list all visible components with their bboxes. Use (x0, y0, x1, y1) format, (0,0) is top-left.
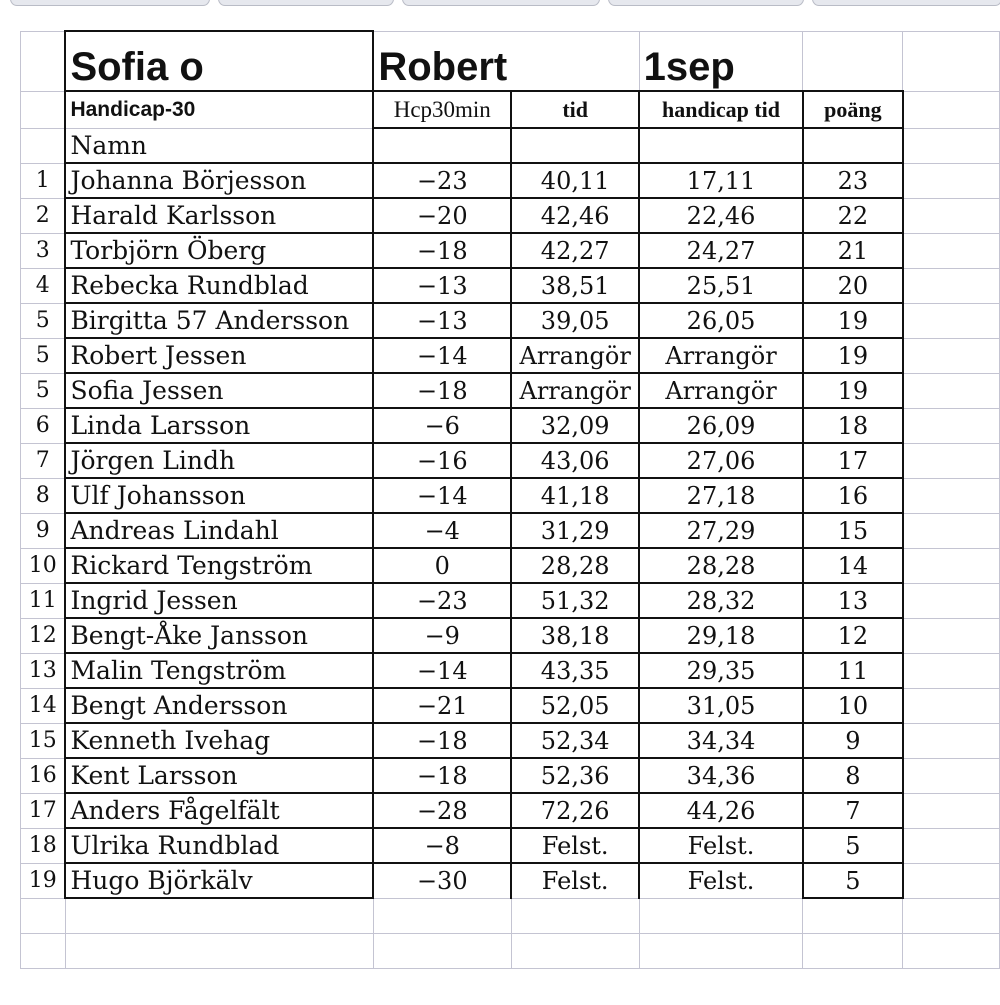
row-number[interactable]: 12 (21, 618, 66, 653)
time-value[interactable]: 38,51 (511, 268, 639, 303)
points-value[interactable]: 19 (803, 338, 903, 373)
header-hcp[interactable]: Hcp30min (373, 91, 511, 128)
handicap-value[interactable]: −21 (373, 688, 511, 723)
time-value[interactable]: 52,34 (511, 723, 639, 758)
row-number[interactable]: 5 (21, 303, 66, 338)
time-value[interactable]: 52,05 (511, 688, 639, 723)
empty-row (21, 898, 1000, 933)
points-value[interactable]: 8 (803, 758, 903, 793)
table-row (21, 548, 1000, 583)
cell[interactable] (903, 268, 1000, 303)
points-value[interactable]: 10 (803, 688, 903, 723)
handicap-time-value[interactable]: Felst. (639, 828, 803, 863)
handicap-value[interactable]: −8 (373, 828, 511, 863)
cell[interactable] (803, 128, 903, 163)
time-value[interactable]: Arrangör (511, 373, 639, 408)
participant-name[interactable]: Ulrika Rundblad (65, 828, 373, 863)
points-value[interactable]: 9 (803, 723, 903, 758)
handicap-value[interactable]: −30 (373, 863, 511, 898)
table-row (21, 653, 1000, 688)
row-number[interactable]: 11 (21, 583, 66, 618)
time-value[interactable]: 38,18 (511, 618, 639, 653)
cell[interactable] (21, 31, 66, 91)
cell[interactable] (639, 128, 803, 163)
cell[interactable] (903, 863, 1000, 898)
table-row (21, 758, 1000, 793)
points-value[interactable]: 23 (803, 163, 903, 198)
row-number[interactable]: 17 (21, 793, 66, 828)
row-number[interactable]: 8 (21, 478, 66, 513)
handicap-value[interactable]: −14 (373, 478, 511, 513)
time-value[interactable]: 39,05 (511, 303, 639, 338)
cell[interactable] (903, 443, 1000, 478)
header-poang[interactable]: poäng (803, 91, 903, 128)
cell[interactable] (903, 338, 1000, 373)
handicap-time-value[interactable]: 34,36 (639, 758, 803, 793)
time-value[interactable]: Arrangör (511, 338, 639, 373)
points-value[interactable]: 19 (803, 373, 903, 408)
cell[interactable] (803, 898, 903, 933)
time-value[interactable]: Felst. (511, 863, 639, 898)
handicap-value[interactable]: −4 (373, 513, 511, 548)
table-row (21, 233, 1000, 268)
sheet-tab[interactable] (812, 0, 1000, 6)
cell[interactable] (373, 933, 511, 968)
cell[interactable] (21, 898, 66, 933)
handicap-time-value[interactable]: 28,32 (639, 583, 803, 618)
table-row (21, 793, 1000, 828)
table-row (21, 513, 1000, 548)
table-row (21, 268, 1000, 303)
cell[interactable] (65, 933, 373, 968)
handicap-time-value[interactable]: 26,05 (639, 303, 803, 338)
cell[interactable] (373, 128, 511, 163)
time-value[interactable]: 28,28 (511, 548, 639, 583)
points-value[interactable]: 18 (803, 408, 903, 443)
cell[interactable] (903, 898, 1000, 933)
participant-name[interactable]: Sofia Jessen (65, 373, 373, 408)
table-row (21, 828, 1000, 863)
participant-name[interactable]: Kent Larsson (65, 758, 373, 793)
title-cell-date[interactable]: 1sep (639, 31, 803, 91)
points-value[interactable]: 11 (803, 653, 903, 688)
namn-label[interactable]: Namn (65, 128, 373, 163)
points-value[interactable]: 21 (803, 233, 903, 268)
participant-name[interactable]: Bengt Andersson (65, 688, 373, 723)
handicap-time-value[interactable]: 26,09 (639, 408, 803, 443)
table-row (21, 443, 1000, 478)
table-row (21, 723, 1000, 758)
row-number[interactable]: 4 (21, 268, 66, 303)
time-value[interactable]: 32,09 (511, 408, 639, 443)
row-number[interactable]: 19 (21, 863, 66, 898)
handicap-value[interactable]: −14 (373, 653, 511, 688)
handicap-time-value[interactable]: 31,05 (639, 688, 803, 723)
handicap-time-value[interactable]: 29,18 (639, 618, 803, 653)
row-number[interactable]: 3 (21, 233, 66, 268)
handicap-value[interactable]: −20 (373, 198, 511, 233)
handicap-value[interactable]: −13 (373, 268, 511, 303)
points-value[interactable]: 16 (803, 478, 903, 513)
handicap-time-value[interactable]: 44,26 (639, 793, 803, 828)
cell[interactable] (903, 933, 1000, 968)
sheet-tab[interactable] (10, 0, 210, 6)
participant-name[interactable]: Andreas Lindahl (65, 513, 373, 548)
handicap-value[interactable]: −6 (373, 408, 511, 443)
cell[interactable] (373, 898, 511, 933)
row-number[interactable]: 9 (21, 513, 66, 548)
participant-name[interactable]: Jörgen Lindh (65, 443, 373, 478)
points-value[interactable]: 20 (803, 268, 903, 303)
sheet-tab[interactable] (218, 0, 394, 6)
handicap-time-value[interactable]: 27,29 (639, 513, 803, 548)
cell[interactable] (803, 933, 903, 968)
table-row (21, 478, 1000, 513)
points-value[interactable]: 13 (803, 583, 903, 618)
cell[interactable] (903, 31, 1000, 91)
table-row (21, 863, 1000, 898)
title-row (21, 31, 1000, 91)
cell[interactable] (903, 91, 1000, 128)
cell[interactable] (903, 198, 1000, 233)
row-number[interactable]: 6 (21, 408, 66, 443)
participant-name[interactable]: Malin Tengström (65, 653, 373, 688)
cell[interactable] (639, 933, 803, 968)
participant-name[interactable]: Rebecka Rundblad (65, 268, 373, 303)
cell[interactable] (903, 723, 1000, 758)
participant-name[interactable]: Linda Larsson (65, 408, 373, 443)
participant-name[interactable]: Bengt-Åke Jansson (65, 618, 373, 653)
sheet-tab-strip (0, 0, 1000, 8)
handicap-value[interactable]: −16 (373, 443, 511, 478)
cell[interactable] (903, 303, 1000, 338)
handicap-time-value[interactable]: 27,06 (639, 443, 803, 478)
handicap-time-value[interactable]: 22,46 (639, 198, 803, 233)
handicap-time-value[interactable]: Felst. (639, 863, 803, 898)
table-row (21, 163, 1000, 198)
header-row (21, 91, 1000, 128)
row-number[interactable]: 5 (21, 338, 66, 373)
header-class[interactable]: Handicap-30 (65, 91, 373, 128)
row-number[interactable]: 7 (21, 443, 66, 478)
cell[interactable] (903, 758, 1000, 793)
handicap-value[interactable]: −13 (373, 303, 511, 338)
cell[interactable] (903, 128, 1000, 163)
row-number[interactable]: 16 (21, 758, 66, 793)
cell[interactable] (65, 898, 373, 933)
table-row (21, 198, 1000, 233)
time-value[interactable]: 42,27 (511, 233, 639, 268)
cell[interactable] (903, 828, 1000, 863)
table-row (21, 303, 1000, 338)
cell[interactable] (511, 898, 639, 933)
cell[interactable] (21, 91, 66, 128)
time-value[interactable]: 43,35 (511, 653, 639, 688)
table-row (21, 618, 1000, 653)
handicap-time-value[interactable]: 29,35 (639, 653, 803, 688)
handicap-value[interactable]: 0 (373, 548, 511, 583)
time-value[interactable]: 31,29 (511, 513, 639, 548)
participant-name[interactable]: Rickard Tengström (65, 548, 373, 583)
header-handicap-tid[interactable]: handicap tid (639, 91, 803, 128)
cell[interactable] (803, 31, 903, 91)
namn-row (21, 128, 1000, 163)
participant-name[interactable]: Ingrid Jessen (65, 583, 373, 618)
participant-name[interactable]: Torbjörn Öberg (65, 233, 373, 268)
title-cell-sofia[interactable]: Sofia o (65, 31, 373, 91)
points-value[interactable]: 12 (803, 618, 903, 653)
participant-name[interactable]: Harald Karlsson (65, 198, 373, 233)
handicap-value[interactable]: −23 (373, 163, 511, 198)
handicap-time-value[interactable]: 25,51 (639, 268, 803, 303)
row-number[interactable]: 2 (21, 198, 66, 233)
row-number[interactable]: 5 (21, 373, 66, 408)
participant-name[interactable]: Hugo Björkälv (65, 863, 373, 898)
title-cell-robert[interactable]: Robert (373, 31, 639, 91)
cell[interactable] (903, 408, 1000, 443)
points-value[interactable]: 7 (803, 793, 903, 828)
time-value[interactable]: 43,06 (511, 443, 639, 478)
participant-name[interactable]: Kenneth Ivehag (65, 723, 373, 758)
handicap-time-value[interactable]: 27,18 (639, 478, 803, 513)
cell[interactable] (511, 128, 639, 163)
cell[interactable] (903, 688, 1000, 723)
cell[interactable] (21, 128, 66, 163)
participant-name[interactable]: Robert Jessen (65, 338, 373, 373)
row-number[interactable]: 15 (21, 723, 66, 758)
points-value[interactable]: 19 (803, 303, 903, 338)
cell[interactable] (903, 583, 1000, 618)
handicap-time-value[interactable]: 24,27 (639, 233, 803, 268)
handicap-value[interactable]: −28 (373, 793, 511, 828)
handicap-time-value[interactable]: 28,28 (639, 548, 803, 583)
handicap-value[interactable]: −23 (373, 583, 511, 618)
handicap-value[interactable]: −18 (373, 723, 511, 758)
time-value[interactable]: 51,32 (511, 583, 639, 618)
header-tid[interactable]: tid (511, 91, 639, 128)
handicap-time-value[interactable]: 34,34 (639, 723, 803, 758)
participant-name[interactable]: Anders Fågelfält (65, 793, 373, 828)
time-value[interactable]: Felst. (511, 828, 639, 863)
points-value[interactable]: 5 (803, 863, 903, 898)
participant-name[interactable]: Johanna Börjesson (65, 163, 373, 198)
time-value[interactable]: 41,18 (511, 478, 639, 513)
empty-row (21, 933, 1000, 968)
cell[interactable] (903, 163, 1000, 198)
time-value[interactable]: 42,46 (511, 198, 639, 233)
row-number[interactable]: 1 (21, 163, 66, 198)
row-number[interactable]: 18 (21, 828, 66, 863)
handicap-value[interactable]: −18 (373, 758, 511, 793)
time-value[interactable]: 52,36 (511, 758, 639, 793)
table-row (21, 338, 1000, 373)
cell[interactable] (903, 233, 1000, 268)
cell[interactable] (903, 373, 1000, 408)
results-table (20, 30, 1000, 969)
points-value[interactable]: 15 (803, 513, 903, 548)
row-number[interactable]: 10 (21, 548, 66, 583)
handicap-value[interactable]: −9 (373, 618, 511, 653)
cell[interactable] (903, 793, 1000, 828)
cell[interactable] (903, 653, 1000, 688)
handicap-time-value[interactable]: Arrangör (639, 373, 803, 408)
cell[interactable] (21, 933, 66, 968)
points-value[interactable]: 5 (803, 828, 903, 863)
table-row (21, 373, 1000, 408)
row-number[interactable]: 13 (21, 653, 66, 688)
cell[interactable] (903, 618, 1000, 653)
cell[interactable] (903, 478, 1000, 513)
handicap-value[interactable]: −14 (373, 338, 511, 373)
cell[interactable] (639, 898, 803, 933)
cell[interactable] (903, 513, 1000, 548)
handicap-value[interactable]: −18 (373, 373, 511, 408)
row-number[interactable]: 14 (21, 688, 66, 723)
handicap-time-value[interactable]: 17,11 (639, 163, 803, 198)
cell[interactable] (511, 933, 639, 968)
sheet-tab[interactable] (402, 0, 600, 6)
handicap-time-value[interactable]: Arrangör (639, 338, 803, 373)
time-value[interactable]: 40,11 (511, 163, 639, 198)
table-row (21, 408, 1000, 443)
participant-name[interactable]: Birgitta 57 Andersson (65, 303, 373, 338)
handicap-value[interactable]: −18 (373, 233, 511, 268)
time-value[interactable]: 72,26 (511, 793, 639, 828)
points-value[interactable]: 17 (803, 443, 903, 478)
points-value[interactable]: 22 (803, 198, 903, 233)
table-row (21, 583, 1000, 618)
points-value[interactable]: 14 (803, 548, 903, 583)
table-row (21, 688, 1000, 723)
cell[interactable] (903, 548, 1000, 583)
participant-name[interactable]: Ulf Johansson (65, 478, 373, 513)
sheet-tab[interactable] (608, 0, 804, 6)
